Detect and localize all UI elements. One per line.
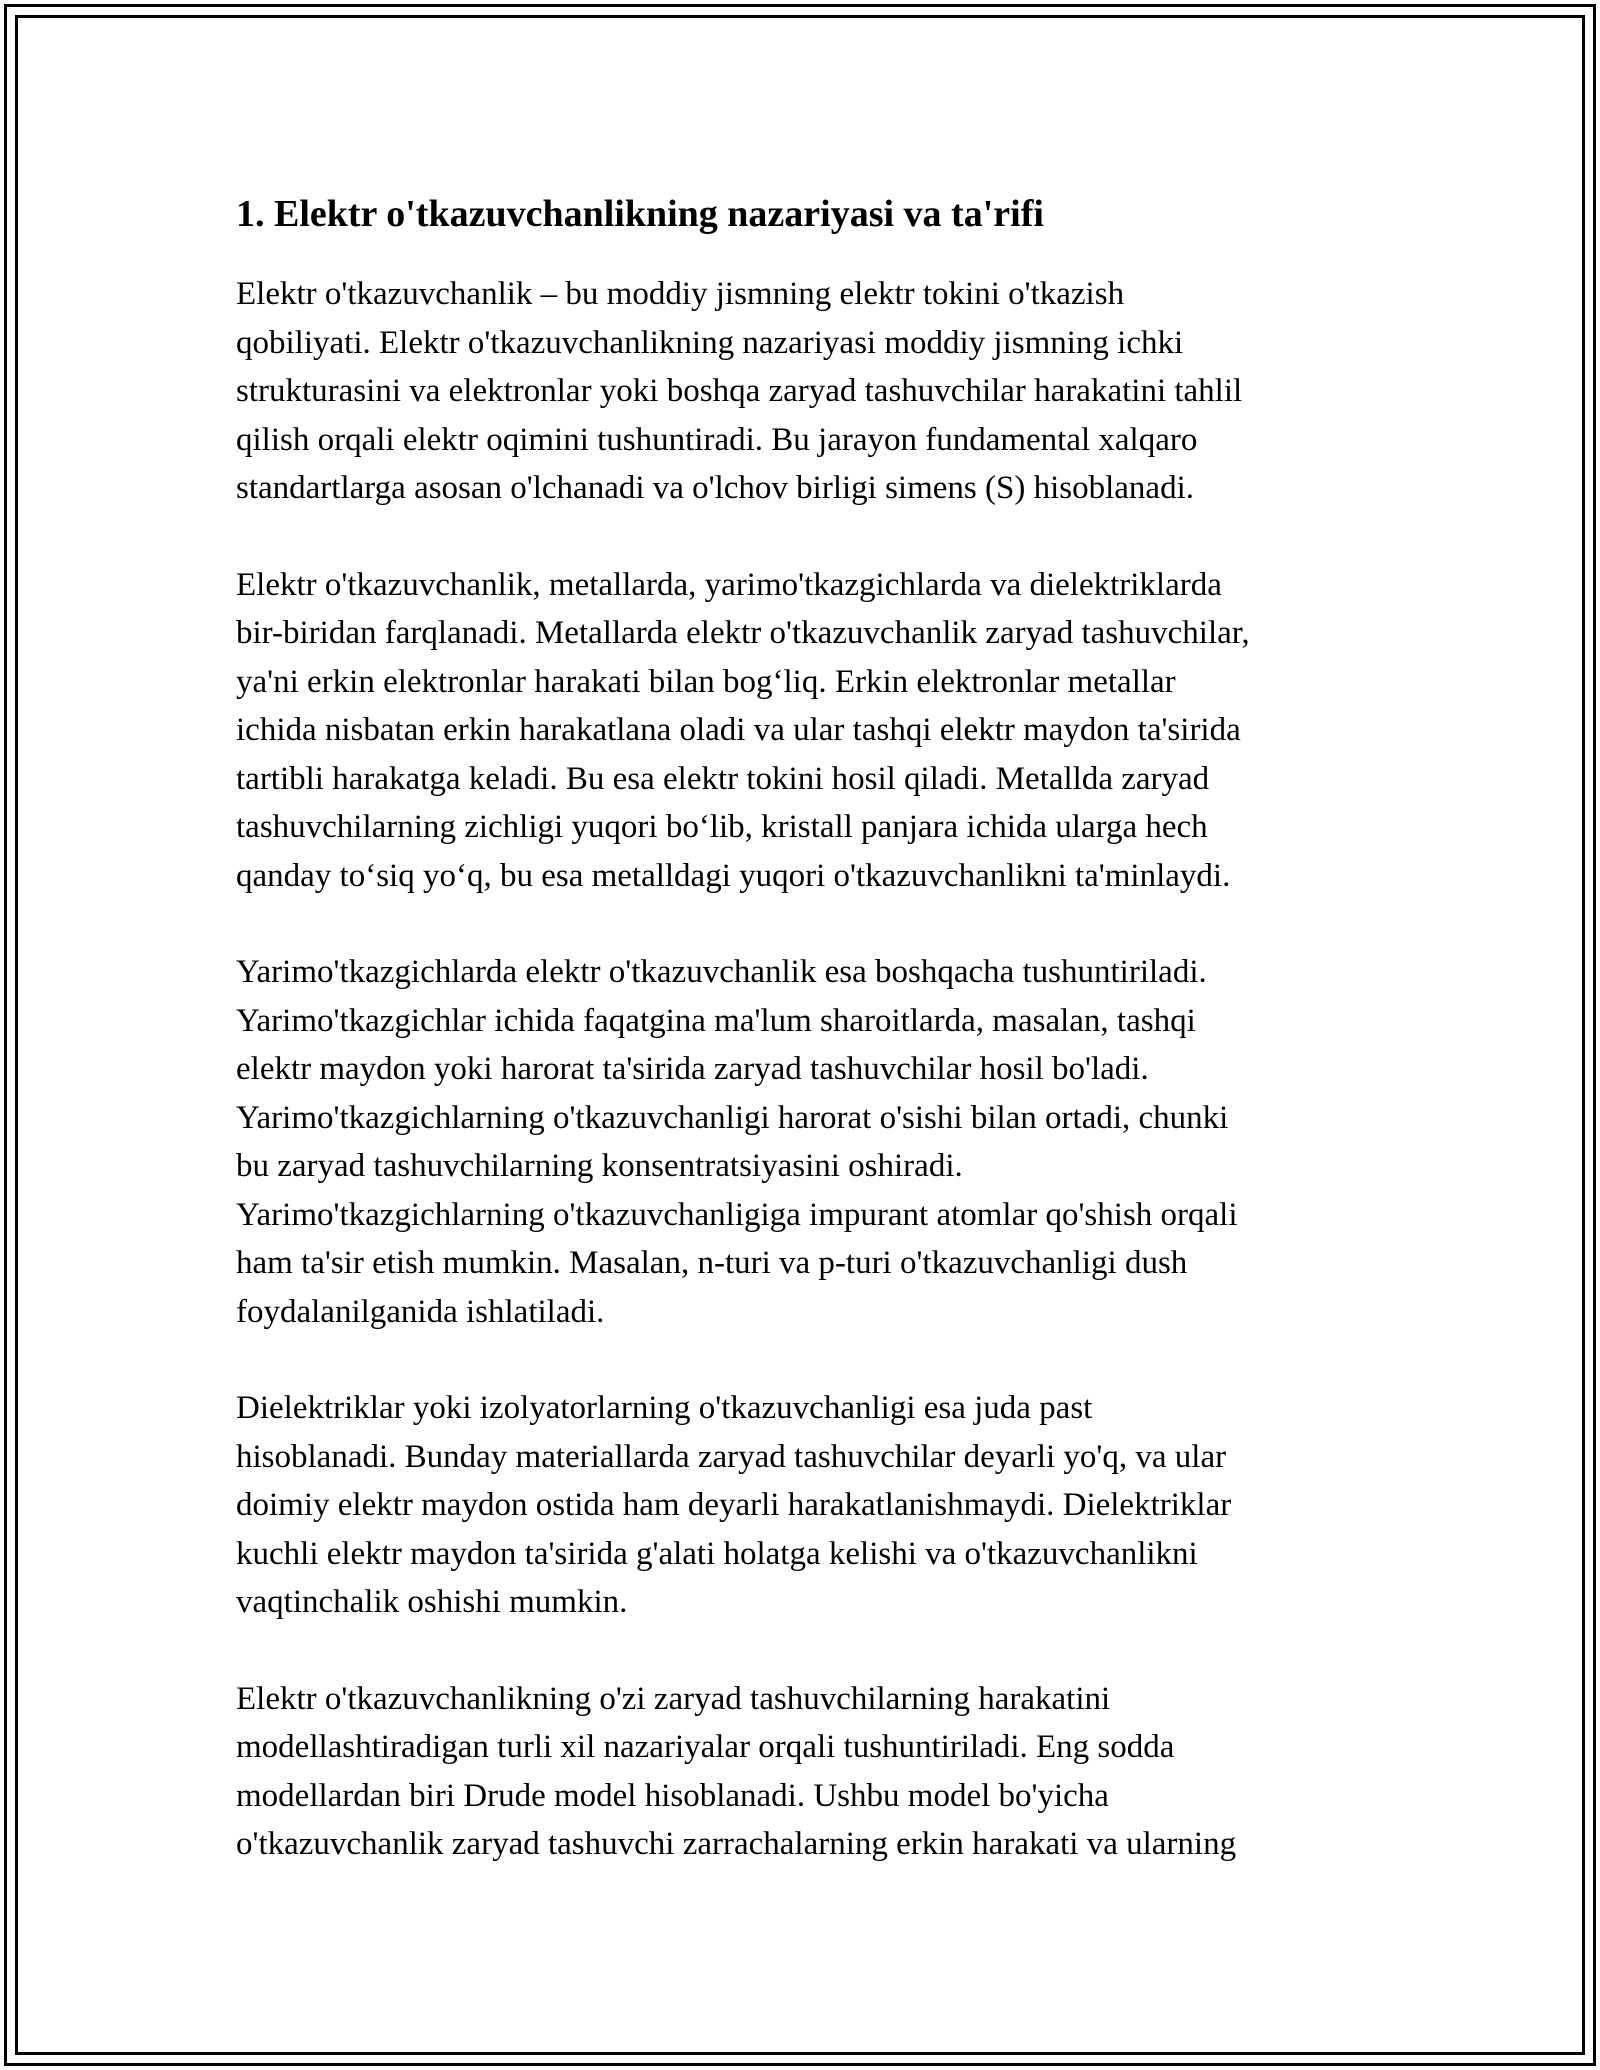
section-heading: 1. Elektr o'tkazuvchanlikning nazariyasi va ta'rifi (236, 193, 1044, 235)
paragraph-dielectrics: Dielektriklar yoki izolyatorlarning o'tkazuvchanligi esa juda past hisoblanadi. Bunday materiallarda zaryad tashuvchilar deyarli yo'q, va ular doimiy elektr maydon ostida ham deyarli harakatlanishmaydi. Dielektriklar kuchli elektr maydon ta'sirida g'alati holatga kelishi va o'tkazuvchanlikni vaqtinchalik oshishi mumkin. (236, 1390, 1232, 1620)
paragraph-models: Elektr o'tkazuvchanlikning o'zi zaryad tashuvchilarning harakatini modellashtiradigan turli xil nazariyalar orqali tushuntiriladi. Eng sodda modellardan biri Drude model hisoblanadi. Ushbu model bo'yicha o'tkazuvchanlik zaryad tashuvchi zarrachalarning erkin harakati va ularning (236, 1680, 1237, 1862)
paragraph-semiconductors: Yarimo'tkazgichlarda elektr o'tkazuvchanlik esa boshqacha tushuntiriladi. Yarimo'tkazgichlar ichida faqatgina ma'lum sharoitlarda, masalan, tashqi elektr maydon yoki harorat ta'sirida zaryad tashuvchilar hosil bo'ladi. Yarimo'tkazgichlarning o'tkazuvchanligi harorat o'sishi bilan ortadi, chunki bu zaryad tashuvchilarning konsentratsiyasini oshiradi. Yarimo'tkazgichlarning o'tkazuvchanligiga impurant atomlar qo'shish orqali ham ta'sir etish mumkin. Masalan, n-turi va p-turi o'tkazuvchanligi dush foydalanilganida ishlatiladi. (236, 954, 1238, 1330)
paragraph-metals: Elektr o'tkazuvchanlik, metallarda, yarimo'tkazgichlarda va dielektriklarda bir-biridan farqlanadi. Metallarda elektr o'tkazuvchanlik zaryad tashuvchilar, ya'ni erkin elektronlar harakati bilan bog‘liq. Erkin elektronlar metallar ichida nisbatan erkin harakatlana oladi va ular tashqi elektr maydon ta'sirida tartibli harakatga keladi. Bu esa elektr tokini hosil qiladi. Metallda zaryad tashuvchilarning zichligi yuqori bo‘lib, kristall panjara ichida ularga hech qanday to‘siq yo‘q, bu esa metalldagi yuqori o'tkazuvchanlikni ta'minlaydi. (236, 566, 1250, 894)
document-body (236, 186, 1376, 1917)
paragraph-definition: Elektr o'tkazuvchanlik – bu moddiy jismning elektr tokini o'tkazish qobiliyati. Elektr o'tkazuvchanlikning nazariyasi moddiy jismning ichki strukturasini va elektronlar yoki boshqa zaryad tashuvchilar harakatini tahlil qilish orqali elektr oqimini tushuntiradi. Bu jarayon fundamental xalqaro standartlarga asosan o'lchanadi va o'lchov birligi simens (S) hisoblanadi. (236, 276, 1243, 506)
